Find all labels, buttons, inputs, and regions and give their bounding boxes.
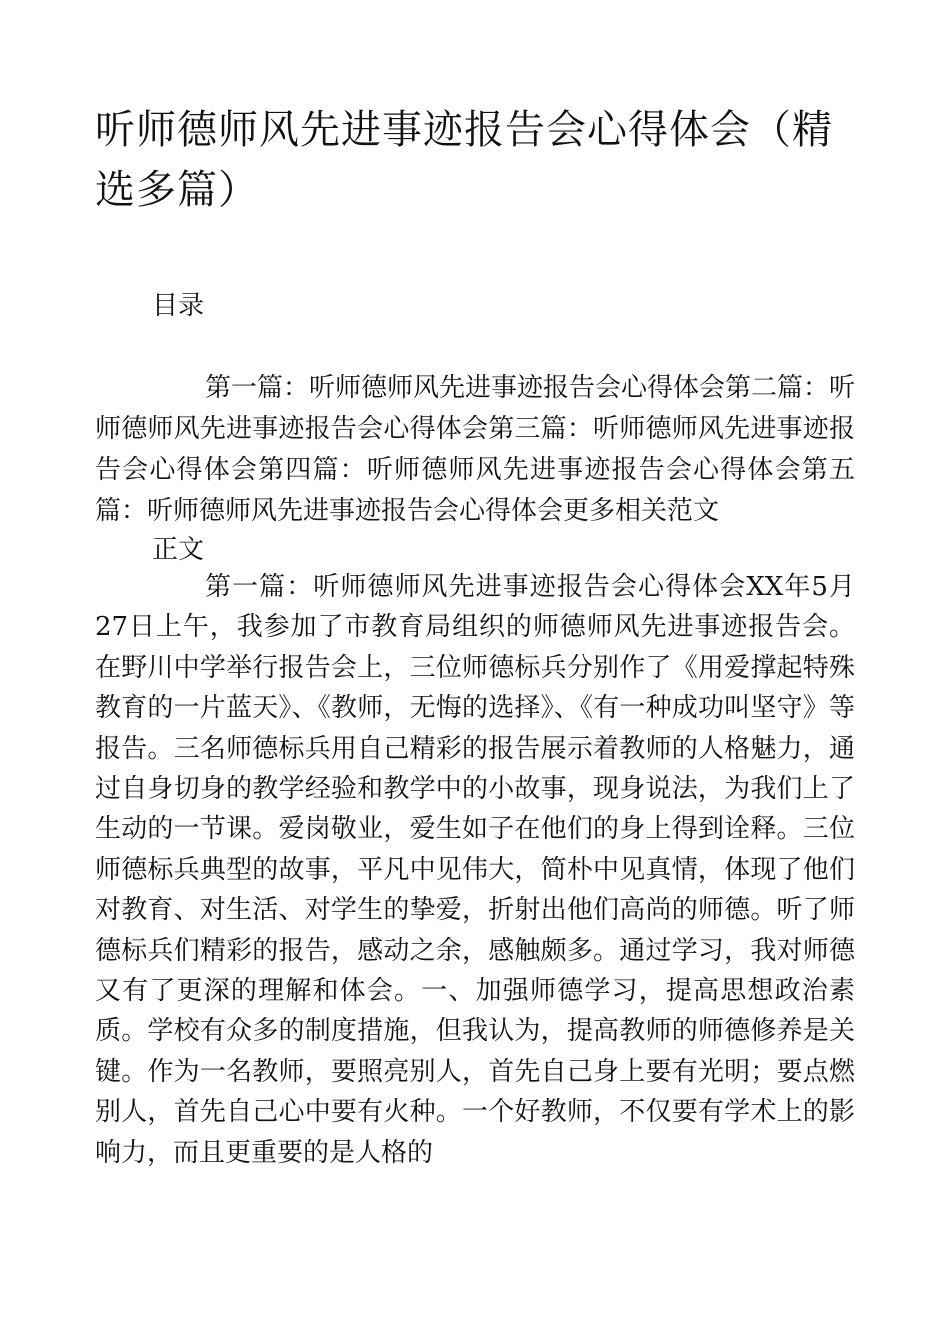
- document-title: 听师德师风先进事迹报告会心得体会（精选多篇）: [95, 107, 833, 213]
- toc-paragraph: 第一篇：听师德师风先进事迹报告会心得体会第二篇：听师德师风先进事迹报告会心得体会第三篇：听师德师风先进事迹报告会心得体会第四篇：听师德师风先进事迹报告会心得体会第五篇：听师德师风先进事迹报告会心得体会更多相关范文: [95, 373, 856, 526]
- body-heading: 正文: [152, 535, 205, 565]
- body-paragraph: 第一篇：听师德师风先进事迹报告会心得体会XX年5月27日上午，我参加了市教育局组织的师德师风先进事迹报告会。在野川中学举行报告会上，三位师德标兵分别作了《用爱撑起特殊教育的一片蓝天》、《教师，无悔的选择》、《有一种成功叫坚守》等报告。三名师德标兵用自己精彩的报告展示着教师的人格魅力，通过自身切身的教学经验和教学中的小故事，现身说法，为我们上了生动的一节课。爱岗敬业，爱生如子在他们的身上得到诠释。三位师德标兵典型的故事，平凡中见伟大，简朴中见真情，体现了他们对教育、对生活、对学生的挚爱，折射出他们高尚的师德。听了师德标兵们精彩的报告，感动之余，感触颇多。通过学习，我对师德又有了更深的理解和体会。一、加强师德学习，提高思想政治素质。学校有众多的制度措施，但我认为，提高教师的师德修养是关键。作为一名教师，要照亮别人，首先自己身上要有光明；要点燃别人，首先自己心中要有火种。一个好教师，不仅要有学术上的影响力，而且更重要的是人格的: [95, 572, 855, 1168]
- toc-heading: 目录: [152, 291, 205, 321]
